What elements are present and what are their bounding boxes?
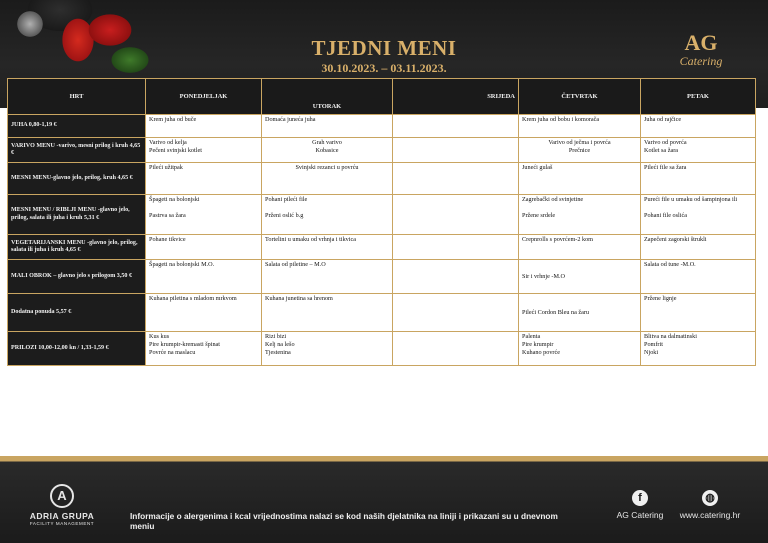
adria-logo-icon: A [50,484,74,508]
menu-cell: Pileći Cordon Bleu na žaru [519,294,641,332]
globe-icon: ◍ [702,490,718,506]
menu-cell [393,332,519,366]
footer-band [0,456,768,543]
menu-cell [393,294,519,332]
table-header-row [8,79,756,115]
menu-cell: Pohane tikvice [146,235,262,260]
menu-cell: Tortelini u umaku od vrhnja i tikvica [262,235,393,260]
menu-cell: Pileći užitpak [146,163,262,195]
menu-cell: Salata od piletine – M.O [262,260,393,294]
row-label-juha: JUHA 0,80-1,19 € [8,115,146,138]
menu-cell [393,163,519,195]
brand-name: ADRIA GRUPA [29,511,95,521]
menu-cell: Krem juha od bobu i komorača [519,115,641,138]
table-row [8,294,756,332]
menu-cell [393,195,519,235]
menu-cell: Krem juha od buče [146,115,262,138]
table-row [8,163,756,195]
menu-dates: 30.10.2023. – 03.11.2023. [321,61,447,75]
website-link[interactable] [675,490,745,520]
menu-cell: Varivo od kelja Pečeni svinjski kotlet [146,138,262,163]
corner-header: HRT [8,79,146,115]
menu-cell [393,260,519,294]
menu-cell: Grah varivo Kobasice [262,138,393,163]
menu-cell [393,115,519,138]
website-label: www.catering.hr [679,510,741,520]
menu-cell: Kus kus Pire krumpir-kremasti špinat Povrće na maslacu [146,332,262,366]
menu-cell: Pržene lignje [641,294,756,332]
day-header-wednesday: SRIJEDA [393,79,519,115]
menu-title: TJEDNI MENI [311,36,457,60]
menu-cell: Palenta Pire krumpir Kuhano povrće [519,332,641,366]
day-header-tuesday: UTORAK [262,79,393,115]
row-label-mali-obrok: MALI OBROK – glavno jelo s prilogom 3,50 € [8,260,146,294]
menu-cell: Špageti na bolonjski Pastrva sa žara [146,195,262,235]
menu-cell: Crepnrolls s povrćem-2 kom [519,235,641,260]
row-label-dodatna-ponuda: Dodatna ponuda 5,57 € [8,294,146,332]
menu-cell: Sir i vrhnje -M.O [519,260,641,294]
menu-cell: Rizi bizi Kelj na lešo Tjestenina [262,332,393,366]
allergen-info-text: Informacije o alergenima i kcal vrijednostima nalazi se kod naših djelatnika na liniji i prikazani su u dnevnom meniu [130,511,558,531]
menu-cell: Juha od rajčice [641,115,756,138]
menu-cell: Blitva na dalmatinski Pomfrit Njoki [641,332,756,366]
day-header-monday: PONEDJELJAK [146,79,262,115]
menu-cell: Salata od tune -M.O. [641,260,756,294]
day-header-friday: PETAK [641,79,756,115]
table-row [8,332,756,366]
logo-mark: AG [684,30,718,55]
row-label-mesni-riblji: MESNI MENU / RIBLJI MENU -glavno jelo, prilog, salata ili juha i kruh 5,31 € [8,195,146,235]
facebook-link[interactable] [605,490,675,520]
facebook-icon: f [632,490,648,506]
table-row [8,235,756,260]
ag-catering-logo [670,32,732,74]
day-header-thursday: ČETVRTAK [519,79,641,115]
menu-cell: Juneći gulaš [519,163,641,195]
row-label-vegetarijanski: VEGETARIJANSKI MENU -glavno jelo, prilog, salata ili juha i kruh 4,65 € [8,235,146,260]
weekly-menu-table [7,78,756,366]
row-label-mesni: MESNI MENU-glavno jelo, prilog, kruh 4,65 € [8,163,146,195]
table-row [8,260,756,294]
menu-cell: Zagrebački od svinjetine Pržene srdele [519,195,641,235]
brand-subtitle: FACILITY MANAGEMENT [29,521,95,526]
menu-cell [393,235,519,260]
menu-cell: Zapečeni zagorski štrukli [641,235,756,260]
menu-cell: Kuhana junetina sa hrenom [262,294,393,332]
menu-cell [393,138,519,163]
table-row [8,195,756,235]
table-row [8,115,756,138]
menu-cell: Pohani pileći file Prženi oslić b.g [262,195,393,235]
menu-cell: Varivo od ječma i povrća Prečnice [519,138,641,163]
logo-text: Catering [679,54,723,68]
menu-cell: Varivo od povrća Kotlet sa žara [641,138,756,163]
adria-grupa-logo [22,484,102,526]
vegetables-photo [0,0,160,80]
menu-cell: Pureći file u umaku od šampinjona ili Pohani file oslića [641,195,756,235]
facebook-label: AG Catering [616,510,664,520]
menu-cell: Pileći file sa žara [641,163,756,195]
table-row [8,138,756,163]
menu-cell: Kuhana piletina s mladom mrkvom [146,294,262,332]
menu-cell: Domaća juneća juha [262,115,393,138]
row-label-prilozi: PRILOZI 10,00-12,00 kn / 1,33-1,59 € [8,332,146,366]
menu-cell: Svinjski rezanci u povrću [262,163,393,195]
row-label-varivo: VARIVO MENU -varivo, mesni prilog i kruh 4,65 € [8,138,146,163]
menu-cell: Špageti na bolonjski M.O. [146,260,262,294]
